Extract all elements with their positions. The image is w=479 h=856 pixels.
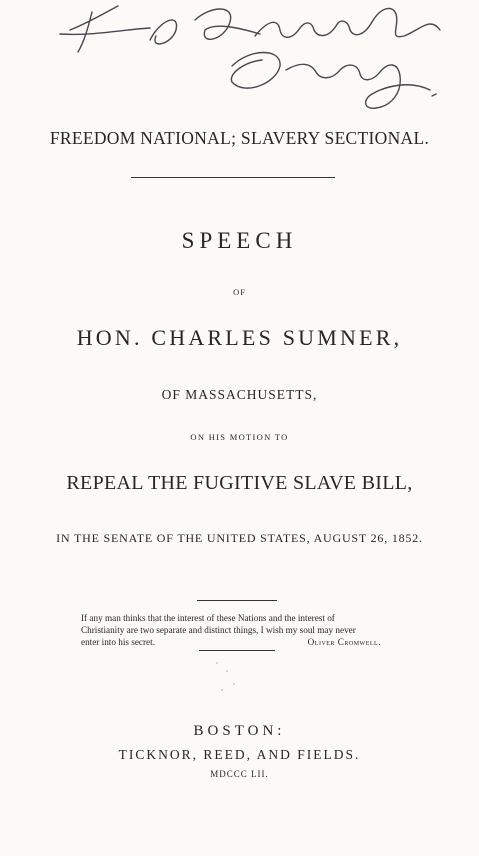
epigraph <box>81 612 393 648</box>
heading-of: OF <box>233 287 246 297</box>
imprint-year: MDCCC LII. <box>210 769 269 779</box>
speaker-state: OF MASSACHUSETTS, <box>161 387 318 402</box>
paper-speck <box>216 662 218 664</box>
motion-line: ON HIS MOTION TO <box>190 432 289 442</box>
subject-line: REPEAL THE FUGITIVE SLAVE BILL, <box>66 472 413 494</box>
epigraph-line: If any man thinks that the interest of these Nations and the interest of <box>81 613 335 623</box>
paper-speck <box>233 683 235 685</box>
divider-rule-epigraph-bottom <box>199 650 275 651</box>
divider-rule-top <box>131 177 335 178</box>
paper-speck <box>221 689 223 691</box>
paper-speck <box>226 670 228 672</box>
title-line: FREEDOM NATIONAL; SLAVERY SECTIONAL. <box>49 128 430 148</box>
speaker-name: HON. CHARLES SUMNER, <box>76 325 403 350</box>
handwritten-signature <box>0 0 479 120</box>
heading-speech: SPEECH <box>181 228 298 253</box>
epigraph-line: Christianity are two separate and distinct things, I wish my soul may never <box>81 625 356 635</box>
divider-rule-epigraph-top <box>197 600 277 601</box>
epigraph-attribution: Oliver Cromwell. <box>307 637 381 647</box>
imprint-city: BOSTON: <box>193 723 286 739</box>
senate-date-line: IN THE SENATE OF THE UNITED STATES, AUGUST 26, 1852. <box>56 531 423 545</box>
imprint-publisher: TICKNOR, REED, AND FIELDS. <box>118 747 361 762</box>
epigraph-line: enter into his secret. <box>81 637 155 647</box>
